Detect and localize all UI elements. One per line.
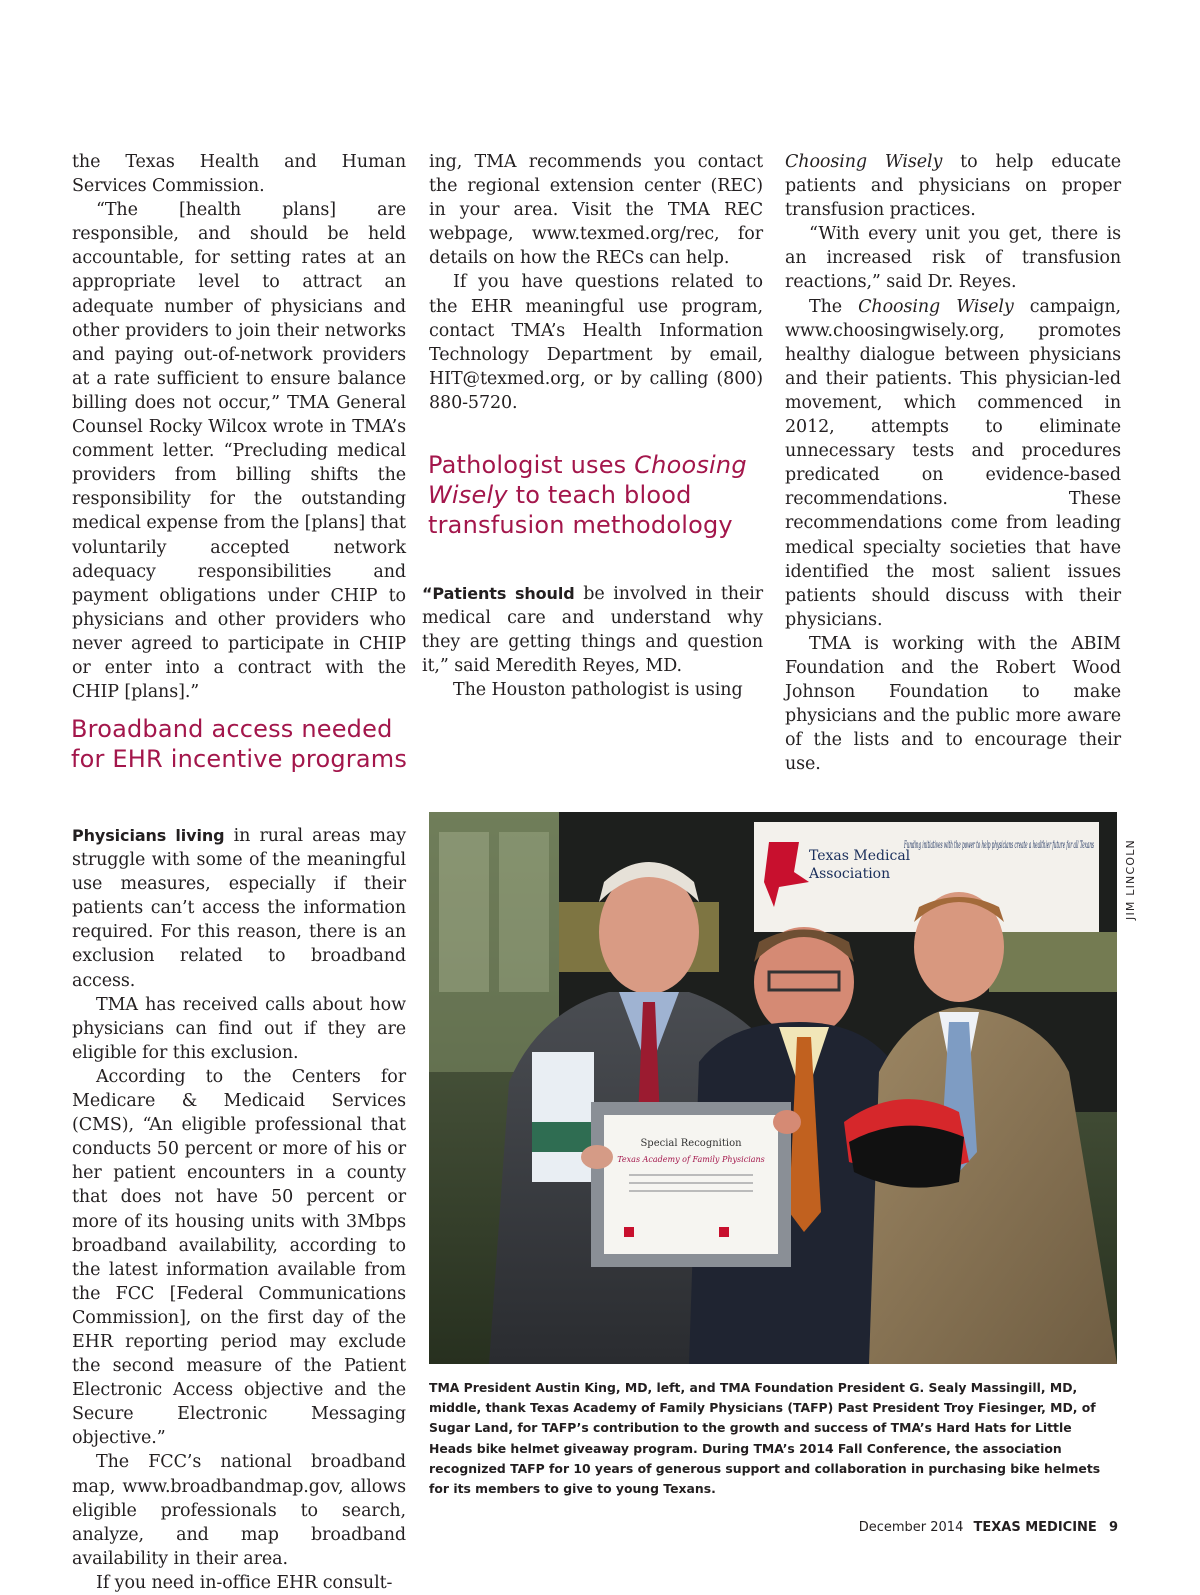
paragraph — [422, 582, 763, 678]
paragraph: the Texas Health and Human Services Commission. — [72, 152, 406, 197]
magazine-name: TEXAS MEDICINE — [973, 1520, 1097, 1535]
issue-date: December 2014 — [858, 1520, 964, 1535]
paragraph: “With every unit you get, there is an increased risk of transfusion reactions,” said Dr. Reyes. — [785, 224, 1121, 293]
lead-in: “Patients should — [422, 584, 575, 603]
pathologist-article-text — [422, 582, 763, 702]
heading-text: to teach blood transfusion methodology — [428, 481, 733, 539]
photo-caption: TMA President Austin King, MD, left, and TMA Foundation President G. Sealy Massingill, MD, middle, thank Texas Academy of Family Physicians (TAFP) Past President Troy Fiesinger, MD, of Sugar Land, for TAFP’s contribution to the growth and success of TMA’s Hard Hats for Little Heads bike helmet giveaway program. During TMA’s 2014 Fall Conference, the association recognized TAFP for 10 years of generous support and collaboration in purchasing bike helmets for its members to give to young Texans. — [429, 1380, 1101, 1497]
paragraph: If you have questions related to the EHR meaningful use program, contact TMA’s Health Information Technology Department by email, HIT@texmed.org, or by calling (800) 880-5720. — [429, 272, 763, 413]
page-footer — [859, 1520, 1118, 1535]
section-heading-pathologist — [428, 450, 768, 540]
paragraph-text: campaign, www.choosingwisely.org, promotes healthy dialogue between physicians and their patients. This physician-led movement, which commenced in 2012, attempts to eliminate unnecessary tests and procedures predicated on evidence-based recommendations. These recommendations come from leading medical specialty societies that have identified the most salient issues patients should discuss with their physicians. — [785, 296, 1121, 630]
paragraph-text: in rural areas may struggle with some of the meaningful use measures, especially if their patients can’t access the information required. For this reason, there is an exclusion related to broadband access. — [72, 826, 407, 991]
paragraph: TMA is working with the ABIM Foundation and the Robert Wood Johnson Foundation to make physicians and the public more aware of the lists and to encourage their use. — [785, 633, 1121, 775]
event-photo — [429, 812, 1117, 1364]
banner-tagline: Funding initiatives with the power to help physicians create a healthier future for all Texans — [903, 840, 1094, 851]
campaign-name: Choosing Wisely — [785, 152, 943, 172]
paragraph-text: The — [809, 296, 859, 317]
banner-org-line1: Texas Medical — [809, 848, 911, 864]
page-number: 9 — [1108, 1520, 1118, 1535]
event-photo-illustration — [429, 812, 1117, 1364]
paragraph: TMA has received calls about how physicians can find out if they are eligible for this exclusion. — [72, 994, 406, 1063]
campaign-name: Choosing Wisely — [858, 296, 1014, 317]
paragraph — [72, 824, 406, 993]
lead-in: Physicians living — [72, 826, 225, 845]
paragraph: If you need in-office EHR consult- — [96, 1572, 393, 1593]
paragraph: The FCC’s national broadband map, www.broadbandmap.gov, allows eligible professionals to search, analyze, and map broadband availability in their area. — [72, 1452, 406, 1569]
column-1-continued-text — [72, 150, 406, 704]
paragraph: ing, TMA recommends you contact the regional extension center (REC) in your area. Visit the TMA REC webpage, www.texmed.org/rec, for details on how the RECs can help. — [429, 152, 763, 269]
paragraph: The Houston pathologist is using — [453, 680, 743, 701]
banner-org-line2: Association — [809, 866, 891, 882]
paragraph: “The [health plans] are responsible, and should be held accountable, for setting rates at an appropriate level to attract an adequate number of physicians and other providers to join their networks and paying out-of-network providers at a rate sufficient to ensure balance billing does not occur,” TMA General Counsel Rocky Wilcox wrote in TMA’s comment letter. “Precluding medical providers from billing shifts the responsibility for the outstanding medical expense from the [plans] that voluntarily accepted network adequacy responsibilities and payment obligations under CHIP to physicians and other providers who never agreed to participate in CHIP or enter into a contract with the CHIP [plans].” — [72, 200, 406, 703]
column-2-text — [429, 150, 763, 415]
column-3-text — [785, 150, 1121, 776]
certificate-subtitle: Texas Academy of Family Physicians — [617, 1155, 765, 1164]
paragraph — [785, 295, 1121, 632]
broadband-article-text — [72, 824, 406, 1595]
heading-emphasis: Choosing Wisely — [428, 451, 747, 509]
certificate-title: Special Recognition — [640, 1138, 742, 1149]
heading-text: Pathologist uses — [428, 451, 635, 479]
paragraph-text: to help educate patients and physicians on proper transfusion practices. — [785, 152, 1121, 221]
paragraph-text: be involved in their medical care and understand why they are getting things and question it,” said Meredith Reyes, MD. — [422, 584, 763, 677]
section-heading-broadband: Broadband access needed for EHR incentive programs — [71, 715, 408, 773]
paragraph: According to the Centers for Medicare & Medicaid Services (CMS), “An eligible professional that conducts 50 percent or more of his or her patient encounters in a county that does not have 50 percent or more of its housing units with 3Mbps broadband availability, according to the latest information available from the FCC [Federal Communications Commission], on the first day of the EHR reporting period may exclude the second measure of the Patient Electronic Access objective and the Secure Electronic Messaging objective.” — [72, 1066, 406, 1449]
paragraph — [785, 150, 1121, 222]
photo-credit: JIM LINCOLN — [1124, 839, 1137, 920]
